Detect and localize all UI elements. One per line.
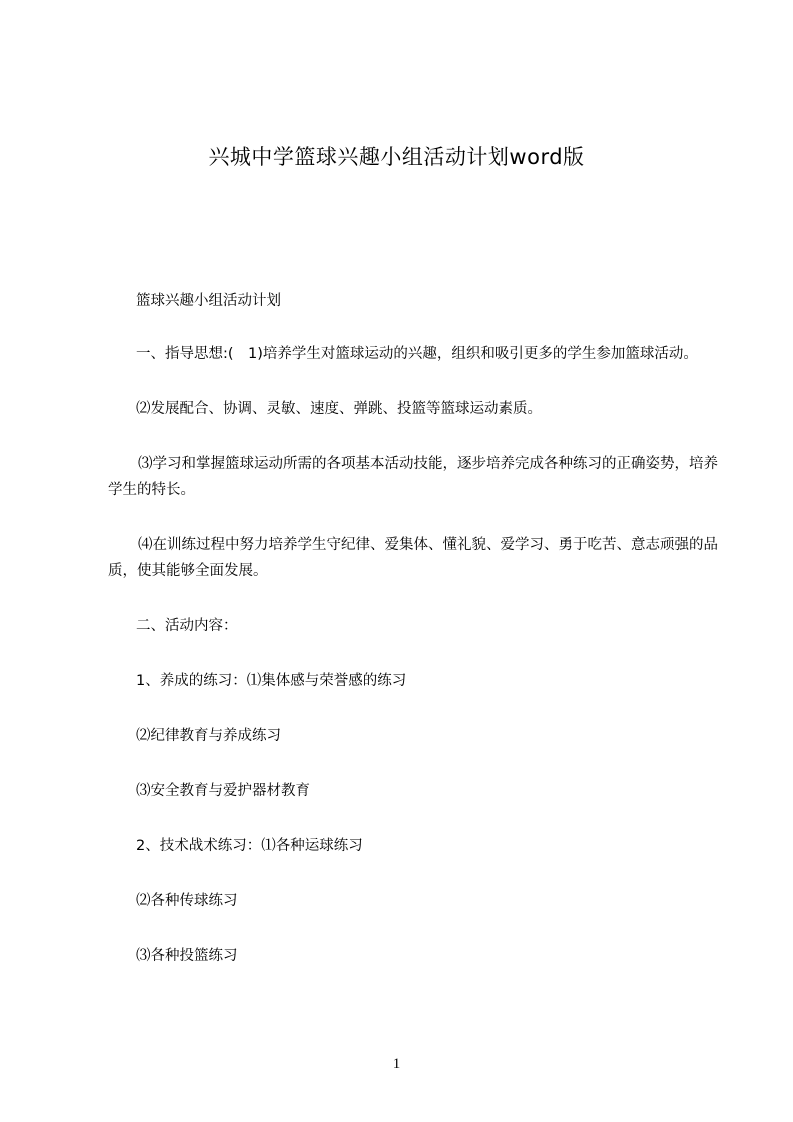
- paragraph-activity-content-heading: 二、活动内容：: [136, 618, 238, 634]
- paragraph-plan-heading: 篮球兴趣小组活动计划: [136, 293, 281, 309]
- paragraph-shooting-practice: ⑶各种投篮练习: [136, 948, 238, 964]
- paragraph-safety-education: ⑶安全教育与爱护器材教育: [136, 783, 310, 799]
- paragraph-develop-qualities: ⑵发展配合、协调、灵敏、速度、弹跳、投篮等篮球运动素质。: [136, 401, 542, 417]
- page-number: 1: [392, 1056, 401, 1072]
- document-body: [108, 288, 720, 969]
- paragraph-technique-practice: 2、技术战术练习：⑴各种运球练习: [136, 838, 363, 854]
- paragraph-discipline-education: ⑵纪律教育与养成练习: [136, 728, 281, 744]
- paragraph-training-process: ⑷在训练过程中努力培养学生守纪律、爱集体、懂礼貌、爱学习、勇于吃苦、意志顽强的品质，使其能够全面发展。: [108, 537, 718, 579]
- paragraph-guiding-thought: 一、指导思想:( 1)培养学生对篮球运动的兴趣，组织和吸引更多的学生参加篮球活动。: [136, 346, 698, 362]
- document-title: 兴城中学篮球兴趣小组活动计划word版: [208, 145, 585, 169]
- paragraph-habit-practice: 1、养成的练习：⑴集体感与荣誉感的练习: [136, 673, 407, 689]
- paragraph-passing-practice: ⑵各种传球练习: [136, 893, 238, 909]
- paragraph-learn-skills: ⑶学习和掌握篮球运动所需的各项基本活动技能，逐步培养完成各种练习的正确姿势，培养学生的特长。: [108, 456, 718, 498]
